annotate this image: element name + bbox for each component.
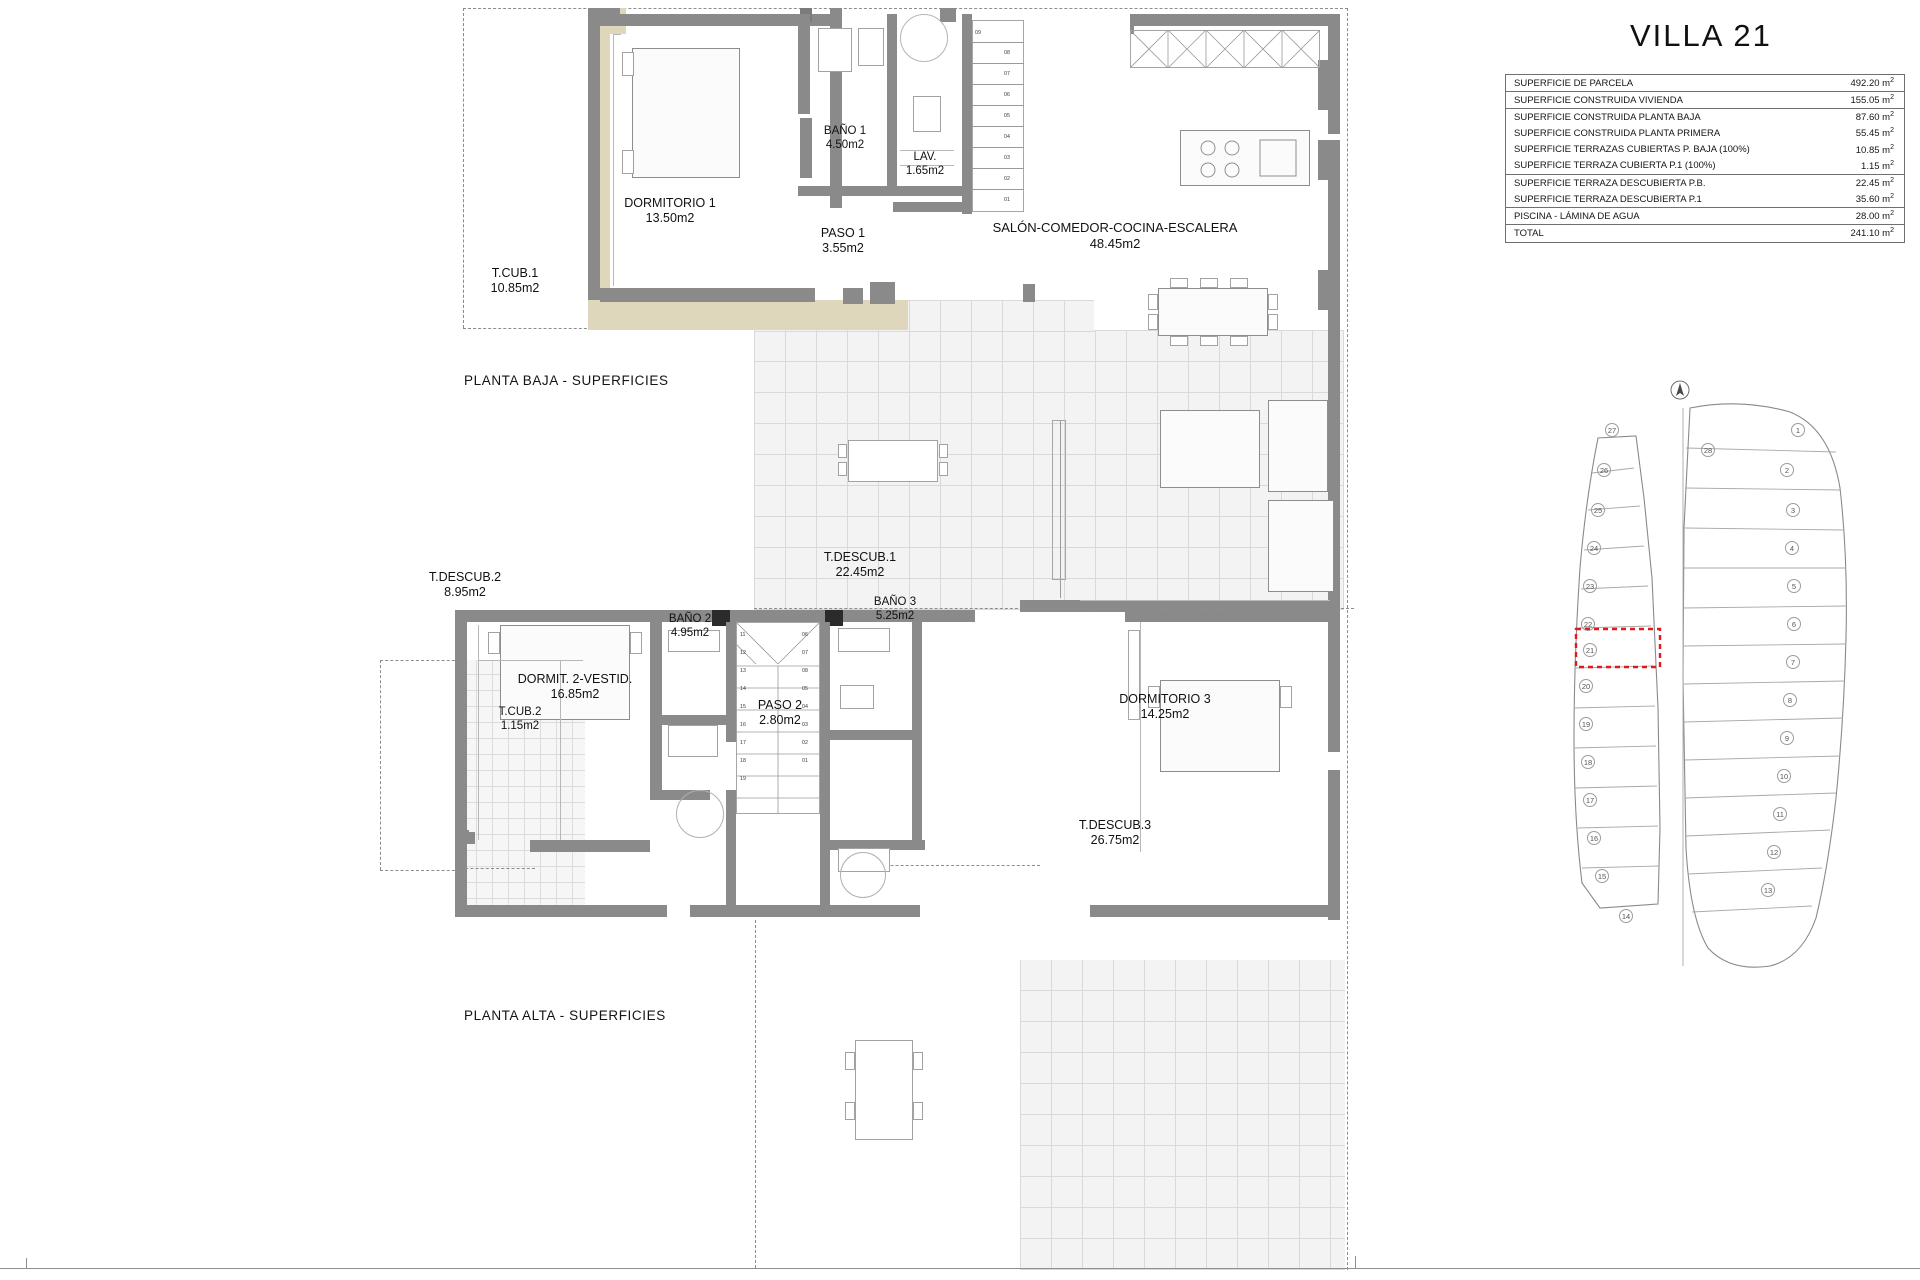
table-row — [1506, 142, 1905, 158]
svg-text:27: 27 — [1607, 425, 1617, 435]
stair-step-number: 17 — [740, 740, 746, 746]
row-value: 28.00 $m^2$ — [1807, 208, 1905, 225]
svg-text:10: 10 — [1779, 771, 1789, 781]
sheet-border-bottom — [0, 1268, 1920, 1269]
table-row — [1506, 92, 1905, 109]
room-label-t-descub-2: T.DESCUB.2 8.95m2 — [428, 570, 502, 600]
stair-step-number: 06 — [802, 632, 808, 638]
table-row — [1506, 158, 1905, 175]
sheet-tick-left — [26, 1258, 27, 1269]
room-label-bano-3: BAÑO 3 5.25m2 — [873, 596, 917, 623]
stair-step-number: 18 — [740, 758, 746, 764]
row-value: 155.05 $m^2$ — [1807, 92, 1905, 109]
stair-step-number: 12 — [740, 650, 746, 656]
svg-text:19: 19 — [1581, 719, 1591, 729]
svg-text:16: 16 — [1589, 833, 1599, 843]
row-value: 35.60 $m^2$ — [1807, 191, 1905, 208]
svg-text:5: 5 — [1791, 581, 1797, 591]
stair-step-number: 01 — [1004, 197, 1010, 203]
table-row — [1506, 225, 1905, 242]
row-label: SUPERFICIE CONSTRUIDA PLANTA BAJA — [1514, 111, 1701, 123]
stair-step-number: 05 — [1004, 113, 1010, 119]
row-label: SUPERFICIE TERRAZAS CUBIERTAS P. BAJA (100%) — [1514, 144, 1750, 156]
stair-step-number: 07 — [802, 650, 808, 656]
room-label-dormit-2-vestid: DORMIT. 2-VESTID. 16.85m2 — [517, 672, 633, 702]
svg-text:7: 7 — [1790, 657, 1796, 667]
room-label-t-cub-1: T.CUB.1 10.85m2 — [490, 266, 540, 296]
stair-step-number: 05 — [802, 686, 808, 692]
stair-step-number: 16 — [740, 722, 746, 728]
row-value: 87.60 $m^2$ — [1855, 111, 1894, 124]
room-label-bano-1: BAÑO 1 4.50m2 — [823, 125, 867, 152]
svg-text:4: 4 — [1789, 543, 1795, 553]
ground-floor-plan — [0, 0, 1360, 620]
row-value: 10.85 $m^2$ — [1855, 143, 1894, 156]
svg-text:14: 14 — [1621, 911, 1631, 921]
table-row — [1506, 75, 1905, 92]
row-value: 241.10 $m^2$ — [1850, 227, 1894, 240]
stair-step-number: 04 — [802, 704, 808, 710]
row-label: PISCINA - LÁMINA DE AGUA — [1506, 208, 1807, 225]
stair-step-number: 13 — [740, 668, 746, 674]
row-label: SUPERFICIE CONSTRUIDA VIVIENDA — [1506, 92, 1807, 109]
room-label-t-descub-1: T.DESCUB.1 22.45m2 — [823, 550, 897, 580]
svg-text:2: 2 — [1784, 465, 1790, 475]
site-plan — [1540, 378, 1870, 1078]
row-value: 55.45 $m^2$ — [1855, 127, 1894, 140]
stair-step-number: 15 — [740, 704, 746, 710]
room-label-t-descub-3: T.DESCUB.3 26.75m2 — [1078, 818, 1152, 848]
room-label-t-cub-2: T.CUB.2 1.15m2 — [498, 706, 542, 733]
room-label-salon-comedor-cocina-escalera: SALÓN-COMEDOR-COCINA-ESCALERA 48.45m2 — [992, 220, 1238, 251]
svg-text:8: 8 — [1787, 695, 1793, 705]
svg-text:3: 3 — [1790, 505, 1796, 515]
svg-text:12: 12 — [1769, 847, 1779, 857]
svg-text:26: 26 — [1599, 465, 1609, 475]
stair-step-number: 09 — [975, 30, 981, 36]
svg-text:17: 17 — [1585, 795, 1595, 805]
hob-icon — [1180, 130, 1310, 186]
table-row — [1506, 125, 1905, 141]
svg-text:25: 25 — [1593, 505, 1603, 515]
stair-step-number: 19 — [740, 776, 746, 782]
stair-step-number: 08 — [802, 668, 808, 674]
table-row — [1506, 208, 1905, 225]
row-value: 1.15 $m^2$ — [1807, 158, 1905, 175]
row-label: TOTAL — [1514, 227, 1544, 239]
first-floor-plan — [0, 570, 1360, 1280]
page-title: VILLA 21 — [1630, 18, 1772, 53]
ground-floor-caption: PLANTA BAJA - SUPERFICIES — [464, 373, 669, 388]
svg-text:1: 1 — [1795, 425, 1801, 435]
row-label: SUPERFICIE TERRAZA CUBIERTA P.1 (100%) — [1506, 158, 1807, 175]
svg-text:6: 6 — [1791, 619, 1797, 629]
table-row — [1506, 174, 1905, 191]
row-label: SUPERFICIE DE PARCELA — [1506, 75, 1807, 92]
row-value: 492.20 $m^2$ — [1807, 75, 1905, 92]
stair-step-number: 03 — [1004, 155, 1010, 161]
svg-text:11: 11 — [1776, 809, 1784, 819]
stair-step-number: 06 — [1004, 92, 1010, 98]
sheet-tick — [1355, 1256, 1356, 1269]
room-label-bano-2: BAÑO 2 4.95m2 — [668, 613, 712, 640]
svg-text:15: 15 — [1597, 871, 1607, 881]
table-row — [1506, 109, 1905, 126]
svg-text:20: 20 — [1581, 681, 1591, 691]
svg-text:9: 9 — [1784, 733, 1790, 743]
row-label: SUPERFICIE TERRAZA DESCUBIERTA P.1 — [1506, 191, 1807, 208]
surface-table — [1505, 74, 1905, 243]
svg-text:22: 22 — [1583, 619, 1593, 629]
svg-text:23: 23 — [1585, 581, 1595, 591]
room-label-paso-2: PASO 2 2.80m2 — [757, 698, 803, 728]
stair-step-number: 07 — [1004, 71, 1010, 77]
room-label-dormitorio-1: DORMITORIO 1 13.50m2 — [624, 196, 716, 226]
svg-text:24: 24 — [1589, 543, 1599, 553]
stair-step-number: 02 — [802, 740, 808, 746]
first-floor-caption: PLANTA ALTA - SUPERFICIES — [464, 1008, 666, 1023]
svg-text:13: 13 — [1763, 885, 1773, 895]
svg-text:18: 18 — [1583, 757, 1593, 767]
svg-text:28: 28 — [1703, 445, 1713, 455]
row-label: SUPERFICIE CONSTRUIDA PLANTA PRIMERA — [1514, 128, 1721, 140]
room-label-paso-1: PASO 1 3.55m2 — [820, 226, 866, 256]
table-row — [1506, 191, 1905, 208]
stair-step-number: 08 — [1004, 50, 1010, 56]
room-label-dormitorio-3: DORMITORIO 3 14.25m2 — [1119, 692, 1211, 722]
stair-step-number: 14 — [740, 686, 746, 692]
row-value: 22.45 $m^2$ — [1855, 176, 1894, 190]
stair-step-number: 02 — [1004, 176, 1010, 182]
room-label-lav: LAV. 1.65m2 — [905, 151, 945, 178]
stair-step-number: 01 — [802, 758, 808, 764]
kitchen-units-hatch — [1130, 30, 1320, 68]
row-label: SUPERFICIE TERRAZA DESCUBIERTA P.B. — [1514, 177, 1706, 189]
stair-step-number: 03 — [802, 722, 808, 728]
stair-step-number: 04 — [1004, 134, 1010, 140]
stair-step-number: 11 — [740, 632, 746, 638]
svg-text:21: 21 — [1585, 645, 1595, 655]
plot-block-left — [1574, 436, 1660, 908]
north-arrow-icon — [1671, 381, 1689, 399]
